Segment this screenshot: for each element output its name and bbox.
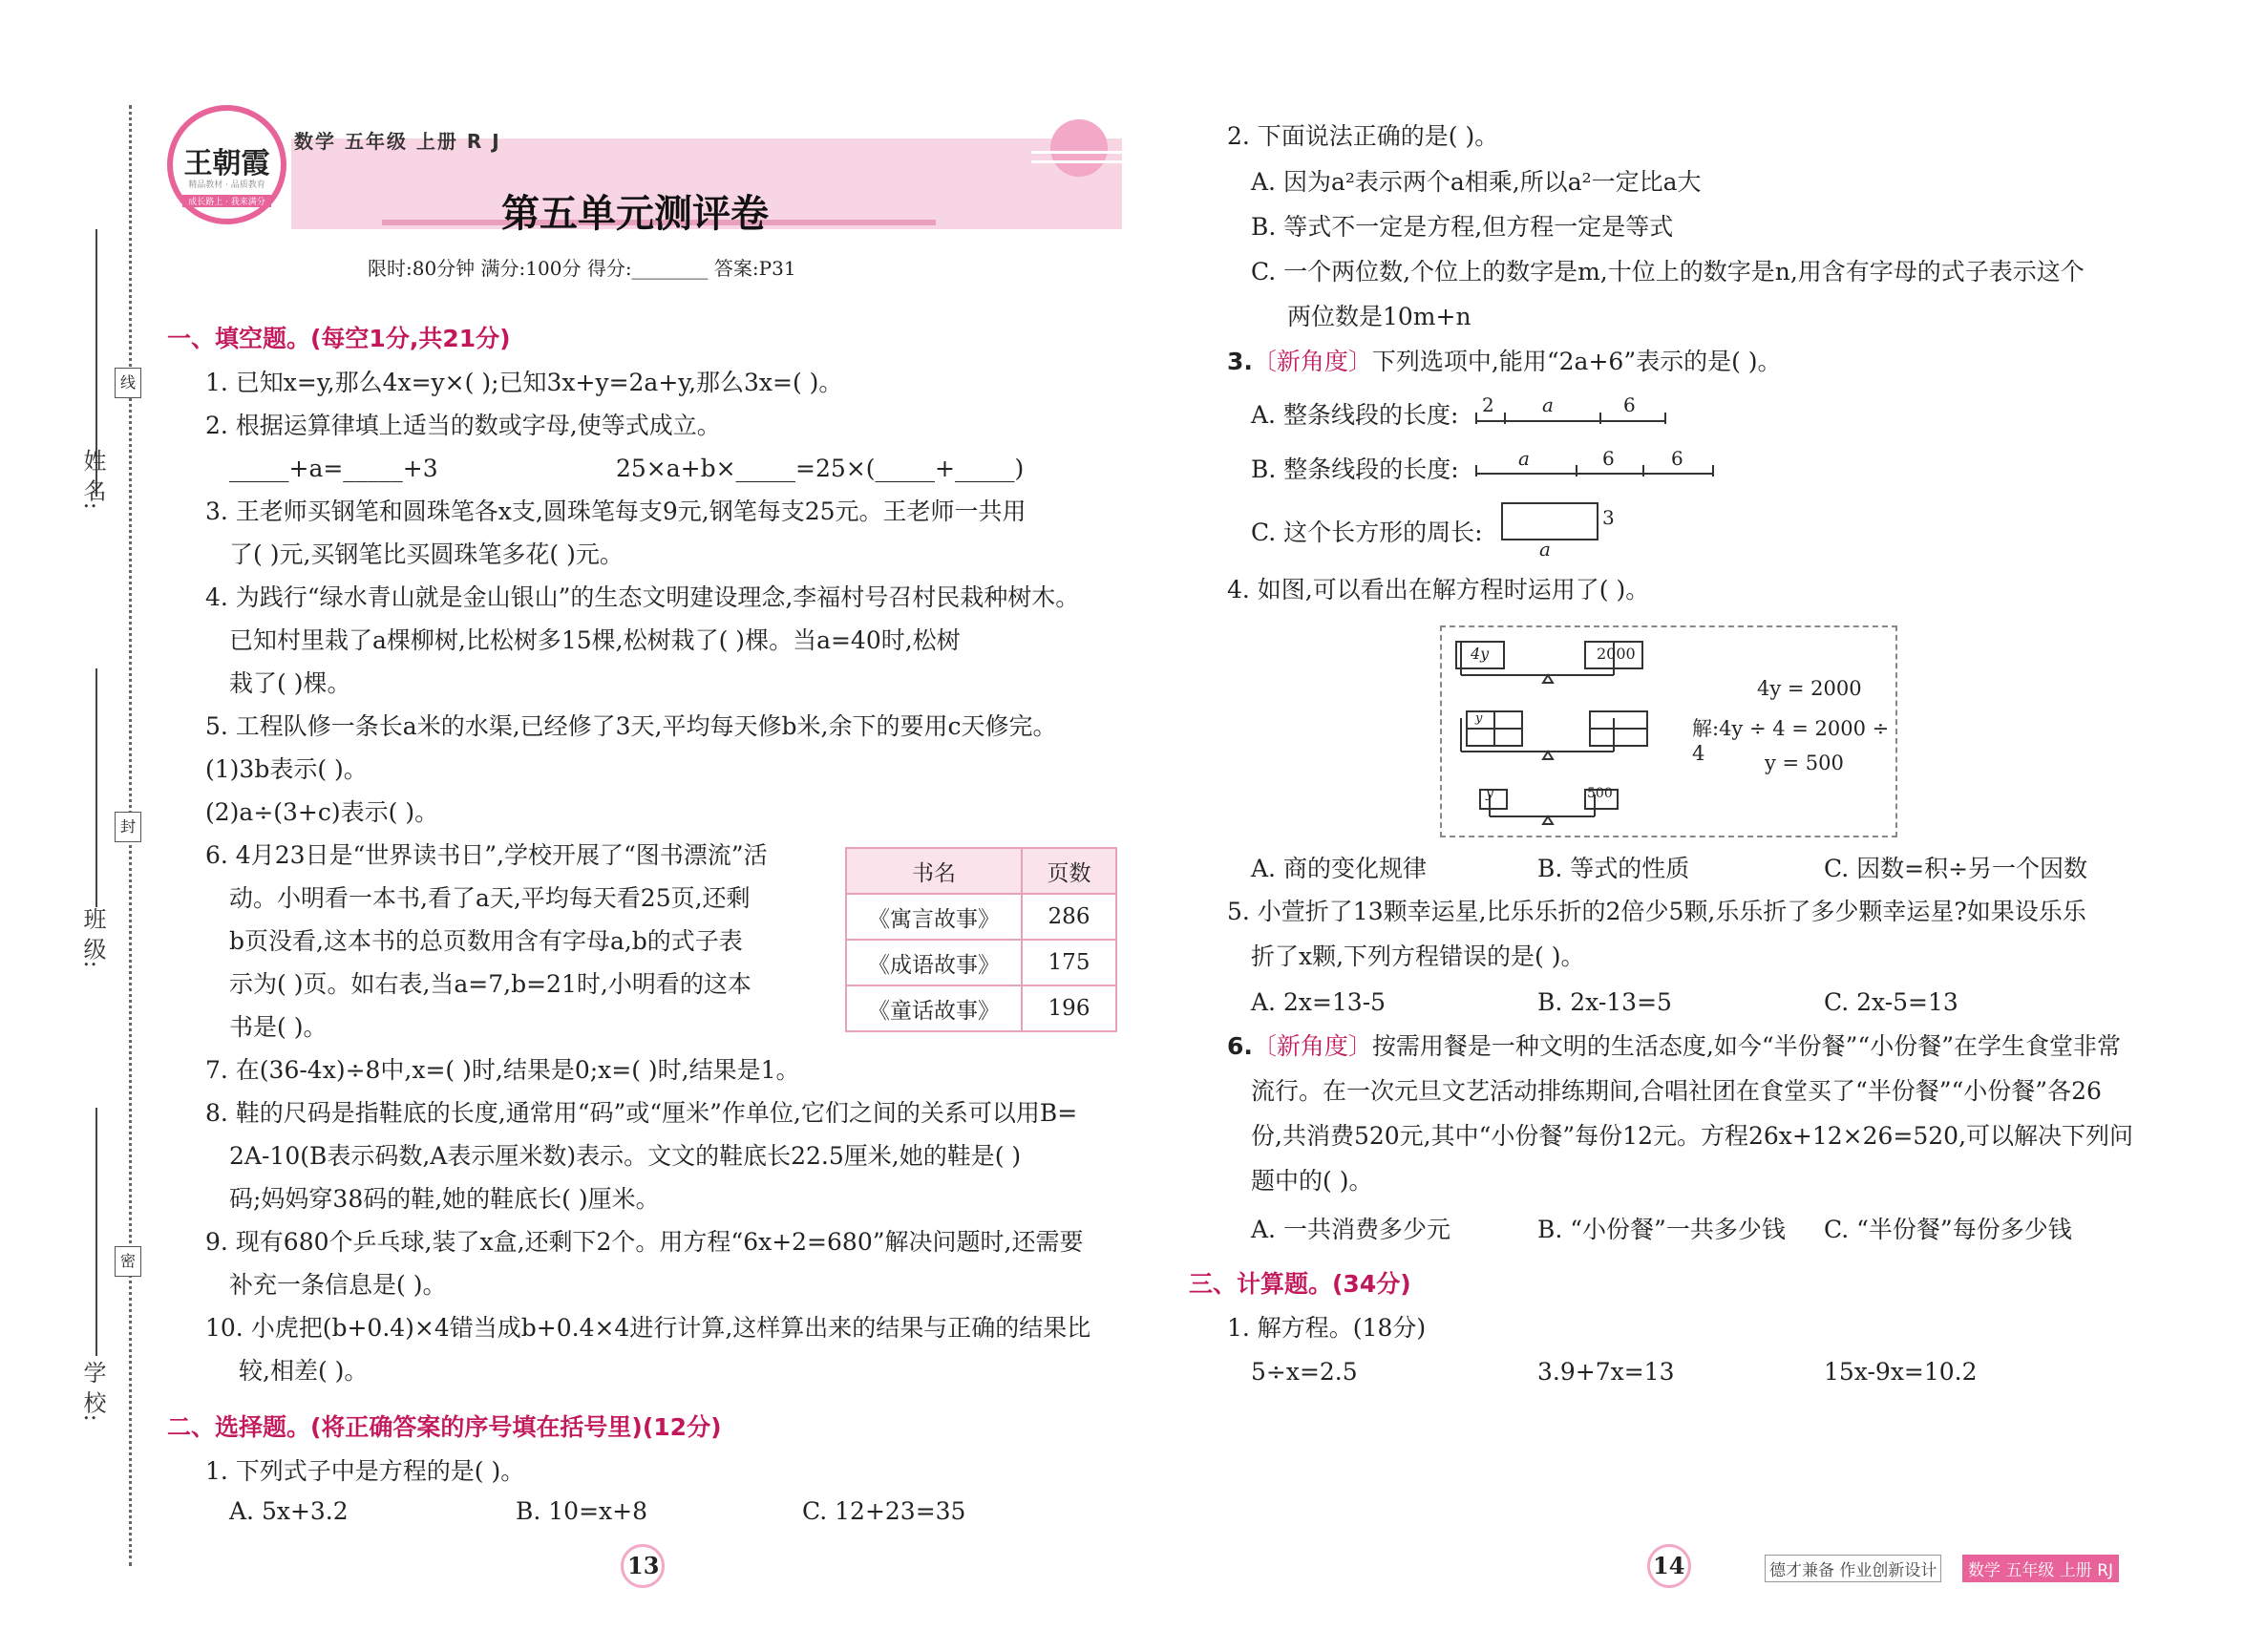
seg-a-label: 6 [1623,393,1636,416]
tick [1599,413,1601,424]
s2-q5-option-b: B. 2x-13=5 [1537,988,1672,1016]
s2-q4-option-b: B. 等式的性质 [1537,855,1690,882]
logo-subtitle: 精品教材 · 品质教育 [188,180,265,190]
s1-q10-line1: 10. 小虎把(b+0.4)×4错当成b+0.4×4进行计算,这样算出来的结果与正确的结果比 [205,1314,1091,1342]
section-3-title: 三、计算题。(34分) [1189,1270,1411,1298]
s3-equation-3: 15x-9x=10.2 [1824,1358,1978,1386]
logo-text: 王朝霞 [183,147,270,180]
balance-unit-label: y [1475,711,1483,726]
s1-q1: 1. 已知x=y,那么4x=y×( );已知3x+y=2a+y,那么3x=( )。 [205,369,843,396]
s3-equation-2: 3.9+7x=13 [1537,1358,1675,1386]
s1-q2: 2. 根据运算律填上适当的数或字母,使等式成立。 [205,412,721,439]
s1-q5-line1: 5. 工程队修一条长a米的水渠,已经修了3天,平均每天修b米,余下的要用c天修完。 [205,712,1057,740]
sun-decoration-icon [1031,105,1127,181]
s2-q2: 2. 下面说法正确的是( )。 [1227,122,1499,150]
equation-2: 解:4y ÷ 4 = 2000 ÷ 4 [1692,717,1890,765]
s2-q5-option-a: A. 2x=13-5 [1251,988,1387,1016]
section-1-title: 一、填空题。(每空1分,共21分) [167,325,511,352]
s2-q2-option-a: A. 因为a²表示两个a相乘,所以a²一定比a大 [1251,168,1702,196]
tick [1642,465,1644,477]
s1-q4-line3: 栽了( )棵。 [229,669,351,697]
balance-left-label: 4y [1471,645,1490,663]
tick [1475,413,1477,424]
s2-q1-option-b: B. 10=x+8 [516,1497,647,1525]
page-number-13: 13 [627,1552,660,1579]
s1-q5-part1: (1)3b表示( )。 [205,755,368,783]
equation-1: 4y = 2000 [1757,677,1862,700]
s1-q8-line2: 2A-10(B表示码数,A表示厘米数)表示。文文的鞋底长22.5厘米,她的鞋是( ) [229,1142,1022,1170]
s1-q2-eq-a: _____+a=_____+3 [229,455,438,482]
exam-meta: 限时:80分钟 满分:100分 得分:________ 答案:P31 [368,257,796,280]
s3-equation-1: 5÷x=2.5 [1251,1358,1358,1386]
s2-q6-line2: 流行。在一次元旦文艺活动排练期间,合唱社团在食堂买了“半份餐”“小份餐”各26 [1251,1077,2102,1105]
s2-q5-line1: 5. 小萱折了13颗幸运星,比乐乐折的2倍少5颗,乐乐折了多少颗幸运星?如果设乐乐 [1227,898,2086,925]
name-label: 姓 名: [79,449,106,510]
rectangle-figure [1501,502,1598,540]
school-line [95,1108,98,1356]
s1-q4-line1: 4. 为践行“绿水青山就是金山银山”的生态文明建设理念,李福村号召村民栽种树木。 [205,583,1080,611]
seal-mark: 封 [115,812,141,842]
s2-q2-option-c-cont: 两位数是10m+n [1287,303,1471,330]
s2-q5-option-c: C. 2x-5=13 [1824,988,1958,1016]
s1-q9-line1: 9. 现有680个乒乓球,装了x盒,还剩下2个。用方程“6x+2=680”解决问题时,还需要 [205,1228,1084,1256]
segment-b [1475,473,1714,475]
tick [1504,413,1506,424]
s2-q1: 1. 下列式子中是方程的是( )。 [205,1457,525,1485]
class-line [95,668,98,907]
s1-q3-line2: 了( )元,买钢笔比买圆珠笔多花( )元。 [229,540,624,568]
s2-q6-option-b: B. “小份餐”一共多少钱 [1537,1216,1786,1243]
new-angle-tag: 〔新角度〕 [1252,1032,1372,1060]
s2-q2-option-c: C. 一个两位数,个位上的数字是m,十位上的数字是n,用含有字母的式子表示这个 [1251,258,2085,286]
logo-tag: 成长路上 · 我来满分 [182,195,271,207]
s2-q3-option-a: A. 整条线段的长度: [1251,401,1459,429]
s2-q6-option-c: C. “半份餐”每份多少钱 [1824,1216,2072,1243]
table-cell: 《成语故事》 [846,940,1022,985]
page-title: 第五单元测评卷 [501,192,769,236]
seg-b-label: a [1518,447,1530,470]
s2-q4-option-c: C. 因数=积÷另一个因数 [1824,855,2088,882]
table-header: 页数 [1022,848,1116,894]
s1-q9-line2: 补充一条信息是( )。 [229,1271,447,1299]
s2-q2-option-b: B. 等式不一定是方程,但方程一定是等式 [1251,213,1674,241]
s1-q5-part2: (2)a÷(3+c)表示( )。 [205,798,439,826]
balance-right-label: 500 [1587,786,1613,801]
rect-width-label: 3 [1602,506,1615,529]
s2-q6-text: 按需用餐是一种文明的生活态度,如今“半份餐”“小份餐”在学生食堂非常 [1371,1032,2121,1060]
s2-q1-option-c: C. 12+23=35 [802,1497,966,1525]
rect-length-label: a [1539,538,1551,561]
new-angle-tag: 〔新角度〕 [1252,348,1372,375]
section-2-title: 二、选择题。(将正确答案的序号填在括号里)(12分) [167,1413,722,1441]
table-cell: 175 [1022,940,1116,985]
s2-q5-line2: 折了x颗,下列方程错误的是( )。 [1251,942,1585,970]
s2-q3-option-c: C. 这个长方形的周长: [1251,519,1483,546]
tight-mark: 密 [115,1246,141,1277]
s1-q7: 7. 在(36-4x)÷8中,x=( )时,结果是0;x=( )时,结果是1。 [205,1056,800,1084]
s2-q3-option-b: B. 整条线段的长度: [1251,455,1459,483]
class-label: 班 级: [79,907,106,968]
table-header: 书名 [846,848,1022,894]
s2-q4-option-a: A. 商的变化规律 [1251,855,1427,882]
footer-brand: 德才兼备 作业创新设计 [1765,1555,1941,1582]
s1-q6-line1: 6. 4月23日是“世界读书日”,学校开展了“图书漂流”活 [205,841,768,869]
table-cell: 286 [1022,894,1116,940]
s1-q4-line2: 已知村里栽了a棵柳树,比松树多15棵,松树栽了( )棵。当a=40时,松树 [229,626,961,654]
tick [1576,465,1577,477]
balance-right-label: 2000 [1597,645,1636,663]
seg-b-label: 6 [1671,447,1683,470]
s2-q6-line3: 份,共消费520元,其中“小份餐”每份12元。方程26x+12×26=520,可以解决下列问 [1251,1122,2134,1150]
school-label: 学 校: [79,1361,106,1422]
line-mark: 线 [115,368,141,398]
s1-q6-line3: b页没看,这本书的总页数用含有字母a,b的式子表 [229,927,743,955]
logo [167,105,286,224]
s2-q6-line4: 题中的( )。 [1251,1167,1373,1195]
table-cell: 《寓言故事》 [846,894,1022,940]
page-number-14: 14 [1653,1552,1685,1579]
s2-q3: 3.〔新角度〕下列选项中,能用“2a+6”表示的是( )。 [1227,348,1782,375]
balance-left-label: y [1486,786,1493,801]
s1-q6-line4: 示为( )页。如右表,当a=7,b=21时,小明看的这本 [229,970,752,998]
balance-figure [1440,625,1897,837]
s2-q4: 4. 如图,可以看出在解方程时运用了( )。 [1227,576,1650,604]
seg-b-label: 6 [1602,447,1615,470]
tick [1475,465,1477,477]
s2-q6-option-a: A. 一共消费多少元 [1251,1216,1450,1243]
table-cell: 《童话故事》 [846,985,1022,1031]
s1-q10-line2: 较,相差( )。 [239,1357,369,1385]
equation-3: y = 500 [1765,752,1844,774]
s3-q1: 1. 解方程。(18分) [1227,1314,1427,1342]
tick [1712,465,1714,477]
table-cell: 196 [1022,985,1116,1031]
s1-q6-line5: 书是( )。 [229,1013,328,1041]
s2-q1-option-a: A. 5x+3.2 [229,1497,349,1525]
subject-label: 数学 五年级 上册 R J [294,130,501,153]
s1-q2-eq-b: 25×a+b×_____=25×(_____+_____) [616,455,1025,482]
s2-q6-line1: 6.〔新角度〕按需用餐是一种文明的生活态度,如今“半份餐”“小份餐”在学生食堂非常 [1227,1032,2121,1060]
tick [1664,413,1666,424]
seg-a-label: a [1542,393,1554,416]
s1-q6-line2: 动。小明看一本书,看了a天,平均每天看25页,还剩 [229,884,751,912]
book-table [845,847,1117,1032]
s1-q8-line1: 8. 鞋的尺码是指鞋底的长度,通常用“码”或“厘米”作单位,它们之间的关系可以用B= [205,1099,1078,1127]
s2-q3-text: 下列选项中,能用“2a+6”表示的是( )。 [1371,348,1782,375]
s1-q3-line1: 3. 王老师买钢笔和圆珠笔各x支,圆珠笔每支9元,钢笔每支25元。王老师一共用 [205,498,1027,525]
s1-q8-line3: 码;妈妈穿38码的鞋,她的鞋底长( )厘米。 [229,1185,660,1213]
footer-tag: 数学 五年级 上册 RJ [1962,1555,2119,1582]
seg-a-label: 2 [1482,393,1494,416]
